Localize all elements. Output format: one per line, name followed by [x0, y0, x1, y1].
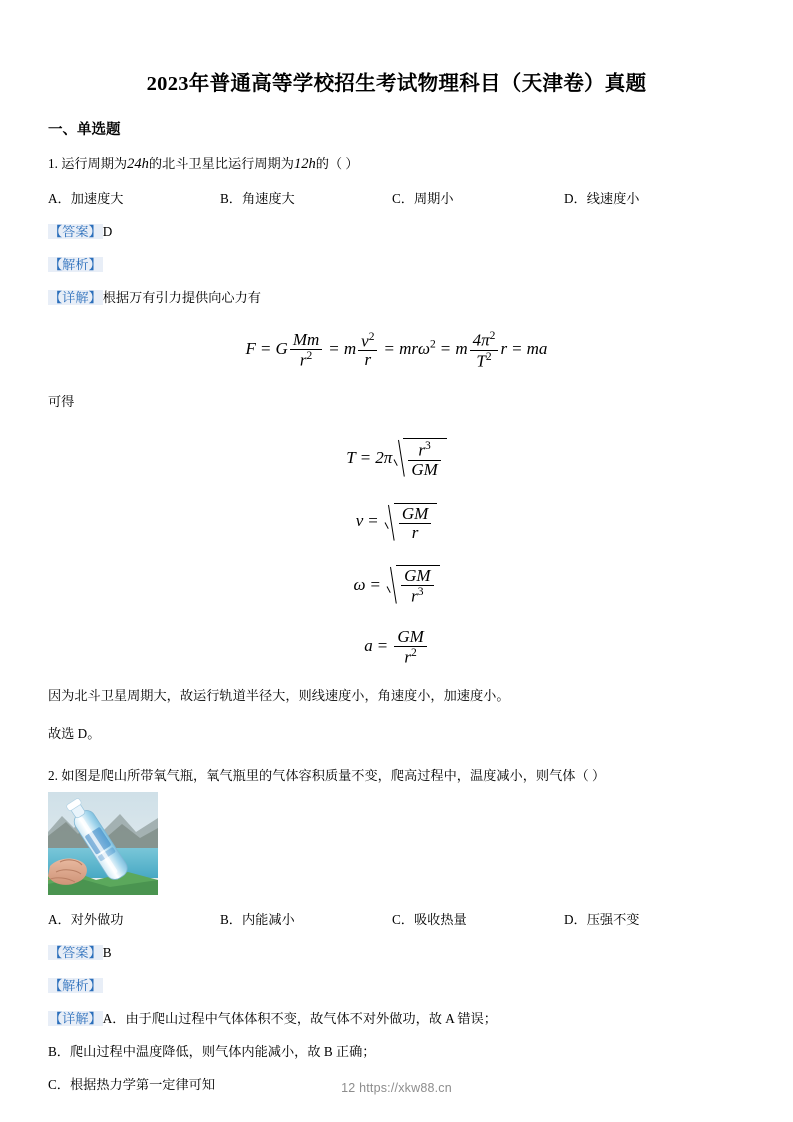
- q2-option-c[interactable]: C．吸收热量: [392, 912, 467, 928]
- answer-value: D: [102, 224, 113, 239]
- question-1-conclusion-1: 因为北斗卫星周期大，故运行轨道半径大，则线速度小，角速度小，加速度小。: [48, 688, 510, 704]
- page-title: 2023年普通高等学校招生考试物理科目（天津卷）真题: [146, 73, 647, 95]
- question-1-conclusion-2: 故选 D。: [48, 725, 101, 741]
- formula-3: v = $\frac{GM}{r}$: [48, 503, 745, 542]
- question-1-answer: [48, 221, 745, 240]
- q1-value-2: 12h: [293, 156, 316, 172]
- q1-stem-mid: 的北斗卫星比运行周期为: [148, 156, 294, 171]
- answer-label: 【答案】: [49, 945, 102, 961]
- question-2-analysis-label: [48, 975, 745, 994]
- page-footer: [0, 1081, 793, 1095]
- formula-4: ω = $\frac{GM}{r^3}$: [48, 565, 745, 605]
- question-2-detail-a: [48, 1008, 745, 1027]
- detail-text: 根据万有引力提供向心力有: [102, 290, 261, 305]
- oxygen-bottle-illustration: [48, 792, 158, 895]
- answer-value: B: [102, 945, 112, 961]
- formula-1: F = G $\frac{Mm}{r^2}$ = m $\frac{v^2}{r}$ = mrω$^2$ = m $\frac{4\pi^2}{T^2}$ r = ma: [245, 329, 548, 371]
- footer-page-number: 12: [341, 1081, 356, 1095]
- answer-label: 【答案】: [49, 224, 102, 239]
- question-2-detail-b: B．爬山过程中温度降低，则气体内能减小，故 B 正确；: [48, 1044, 376, 1060]
- analysis-label: 【解析】: [49, 978, 102, 994]
- q2-option-a[interactable]: A．对外做功: [48, 912, 124, 928]
- q1-stem-prefix: 1. 运行周期为: [48, 156, 128, 171]
- q1-option-c[interactable]: C．周期小: [392, 191, 454, 206]
- detail-a-text: A．由于爬山过程中气体体积不变，故气体不对外做功，故 A 错误；: [102, 1011, 497, 1027]
- question-2-detail-c: C．根据热力学第一定律可知: [48, 1077, 216, 1093]
- section-heading: 一、单选题: [48, 122, 121, 138]
- formula-2: T = 2π $\frac{r^3}{GM}$: [48, 438, 745, 478]
- detail-label: 【详解】: [49, 290, 102, 305]
- q2-option-b[interactable]: B．内能减小: [220, 912, 295, 928]
- detail-label: 【详解】: [49, 1011, 102, 1027]
- q2-option-d[interactable]: D．压强不变: [564, 912, 640, 928]
- question-1-analysis-label: [48, 254, 745, 273]
- question-2-answer: [48, 942, 745, 961]
- question-1-options: [48, 188, 745, 207]
- question-2-stem: 2. 如图是爬山所带氧气瓶，氧气瓶里的气体容积质量不变，爬高过程中，温度减小，则气体（ ）: [48, 768, 606, 784]
- formula-5: a = $\frac{GM}{r^2}$: [48, 628, 745, 666]
- after-formula-1-text: 可得: [48, 394, 75, 409]
- q1-option-a[interactable]: A．加速度大: [48, 191, 124, 206]
- q1-stem-suffix: 的（ ）: [315, 156, 359, 171]
- question-1-detail: [48, 287, 745, 306]
- q1-value-1: 24h: [127, 156, 149, 172]
- q1-option-d[interactable]: D．线速度小: [564, 191, 640, 206]
- question-1-stem: [48, 153, 745, 173]
- q1-option-b[interactable]: B．角速度大: [220, 191, 295, 206]
- oxygen-bottle-image: [48, 792, 158, 895]
- question-2-options: [48, 909, 745, 928]
- analysis-label: 【解析】: [49, 257, 102, 272]
- footer-site: https://xkw88.cn: [359, 1081, 452, 1095]
